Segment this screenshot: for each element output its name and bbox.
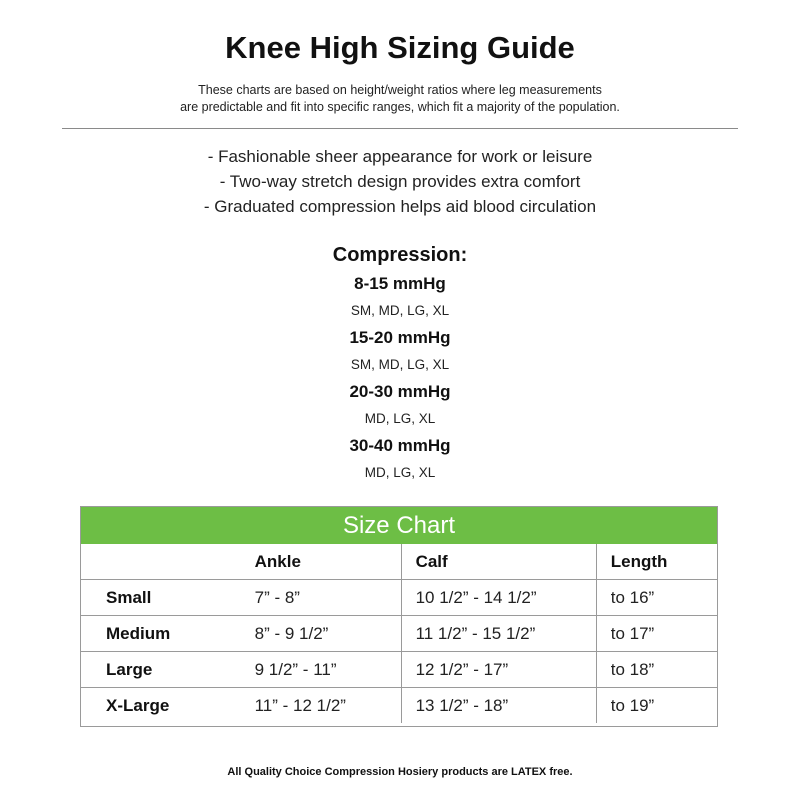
table-header-row bbox=[81, 544, 717, 580]
feature-item: - Fashionable sheer appearance for work or leisure bbox=[207, 147, 593, 166]
compression-level: 8-15 mmHg bbox=[354, 274, 446, 293]
size-chart-title: Size Chart bbox=[81, 507, 717, 544]
calf-cell: 13 1/2” - 18” bbox=[401, 688, 596, 724]
subtitle bbox=[0, 82, 800, 116]
row-label: X-Large bbox=[81, 688, 241, 724]
feature-list bbox=[0, 144, 800, 219]
compression-heading: Compression: bbox=[332, 244, 468, 266]
calf-cell: 10 1/2” - 14 1/2” bbox=[401, 580, 596, 616]
divider bbox=[62, 128, 738, 129]
row-label: Large bbox=[81, 652, 241, 688]
length-cell: to 19” bbox=[596, 688, 717, 724]
footer-note: All Quality Choice Compression Hosiery products are LATEX free. bbox=[227, 766, 573, 778]
subtitle-line: These charts are based on height/weight ratios where leg measurements bbox=[198, 83, 602, 97]
size-chart bbox=[80, 506, 718, 727]
row-label: Small bbox=[81, 580, 241, 616]
column-header-calf: Calf bbox=[401, 544, 596, 580]
table-row bbox=[81, 580, 717, 616]
feature-item: - Two-way stretch design provides extra comfort bbox=[219, 172, 581, 191]
ankle-cell: 7” - 8” bbox=[241, 580, 401, 616]
table-header-blank bbox=[81, 544, 241, 580]
row-label: Medium bbox=[81, 616, 241, 652]
compression-sizes: MD, LG, XL bbox=[364, 411, 436, 426]
length-cell: to 18” bbox=[596, 652, 717, 688]
compression-sizes: SM, MD, LG, XL bbox=[350, 357, 450, 372]
page-title: Knee High Sizing Guide bbox=[225, 30, 575, 65]
ankle-cell: 9 1/2” - 11” bbox=[241, 652, 401, 688]
table-row bbox=[81, 688, 717, 724]
length-cell: to 16” bbox=[596, 580, 717, 616]
compression-level: 15-20 mmHg bbox=[349, 328, 451, 347]
length-cell: to 17” bbox=[596, 616, 717, 652]
compression-level: 20-30 mmHg bbox=[349, 382, 451, 401]
ankle-cell: 11” - 12 1/2” bbox=[241, 688, 401, 724]
feature-item: - Graduated compression helps aid blood circulation bbox=[203, 197, 597, 216]
column-header-length: Length bbox=[596, 544, 717, 580]
subtitle-line: are predictable and fit into specific ranges, which fit a majority of the population. bbox=[180, 100, 620, 114]
ankle-cell: 8” - 9 1/2” bbox=[241, 616, 401, 652]
calf-cell: 11 1/2” - 15 1/2” bbox=[401, 616, 596, 652]
compression-sizes: MD, LG, XL bbox=[364, 465, 436, 480]
compression-sizes: SM, MD, LG, XL bbox=[350, 303, 450, 318]
compression-level: 30-40 mmHg bbox=[349, 436, 451, 455]
table-row bbox=[81, 616, 717, 652]
calf-cell: 12 1/2” - 17” bbox=[401, 652, 596, 688]
column-header-ankle: Ankle bbox=[241, 544, 401, 580]
table-row bbox=[81, 652, 717, 688]
compression-section bbox=[0, 240, 800, 486]
size-table bbox=[81, 544, 717, 723]
